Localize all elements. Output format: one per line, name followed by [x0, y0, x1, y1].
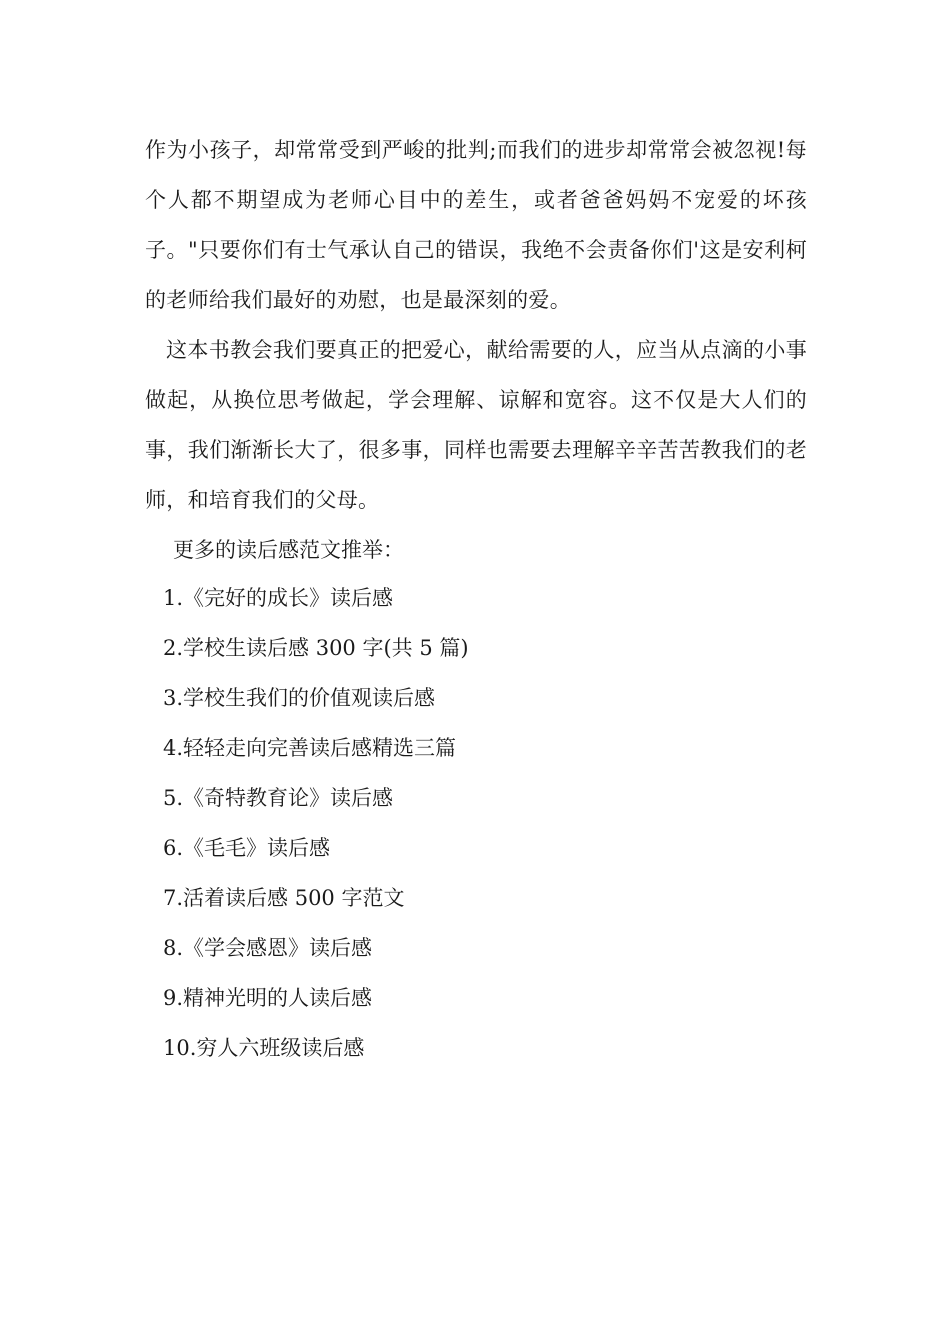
recommendation-item[interactable]: 10.穷人六班级读后感: [163, 1036, 365, 1060]
body-paragraph: 作为小孩子，却常常受到严峻的批判;而我们的进步却常常会被忽视!每个人都不期望成为老师心目中的差生，或者爸爸妈妈不宠爱的坏孩子。"只要你们有士气承认自己的错误，我绝不会责备你们'这是安利柯的老师给我们最好的劝慰，也是最深刻的爱。: [145, 138, 807, 312]
recommendation-item[interactable]: 7.活着读后感 500 字范文: [163, 886, 405, 910]
recommendation-item[interactable]: 8.《学会感恩》读后感: [163, 936, 373, 960]
recommendation-item[interactable]: 1.《完好的成长》读后感: [163, 586, 394, 610]
recommendation-item[interactable]: 9.精神光明的人读后感: [163, 986, 373, 1010]
recommendation-item[interactable]: 2.学校生读后感 300 字(共 5 篇): [163, 636, 469, 660]
body-paragraph: 这本书教会我们要真正的把爱心，献给需要的人，应当从点滴的小事做起，从换位思考做起，学会理解、谅解和宽容。这不仅是大人们的事，我们渐渐长大了，很多事，同样也需要去理解辛辛苦苦教我们的老师，和培育我们的父母。: [145, 338, 807, 512]
recommendation-item[interactable]: 4.轻轻走向完善读后感精选三篇: [163, 736, 457, 760]
recommendation-item[interactable]: 6.《毛毛》读后感: [163, 836, 331, 860]
recommendations-list: [163, 578, 469, 1078]
recommendations-heading: 更多的读后感范文推举：: [173, 538, 404, 562]
recommendation-item[interactable]: 5.《奇特教育论》读后感: [163, 786, 394, 810]
recommendation-item[interactable]: 3.学校生我们的价值观读后感: [163, 686, 436, 710]
